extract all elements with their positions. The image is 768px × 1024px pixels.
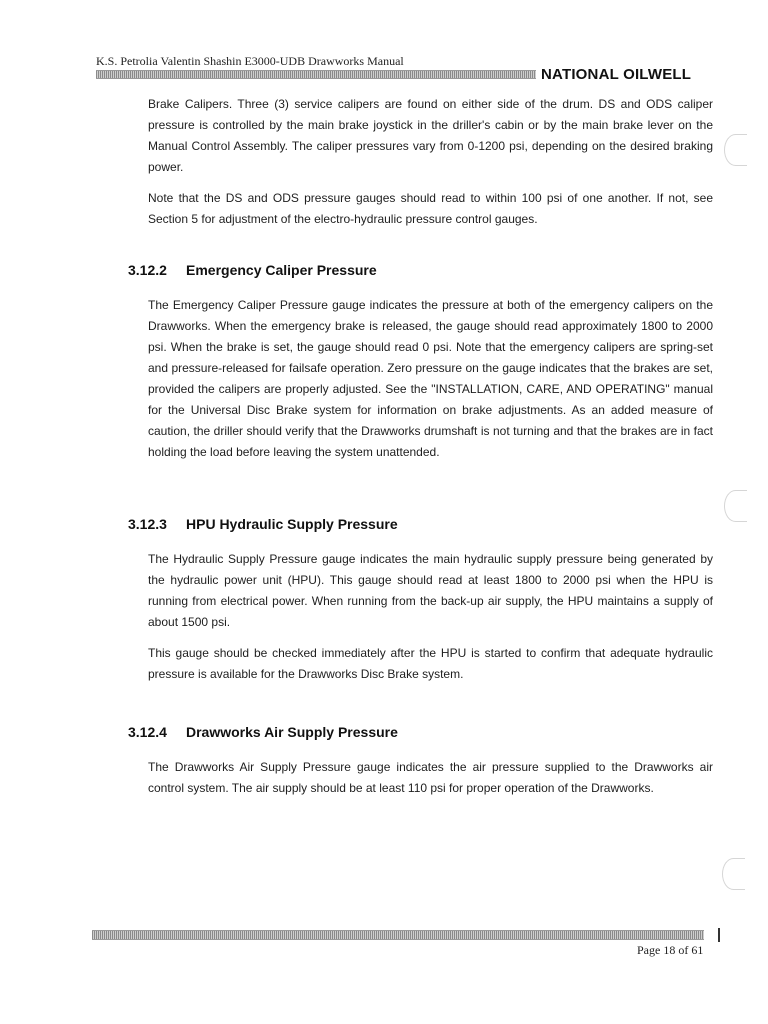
footer-tick-mark	[718, 928, 720, 942]
section-number: 3.12.4	[128, 724, 167, 740]
footer-rule	[92, 930, 704, 940]
brand-name: NATIONAL OILWELL	[541, 66, 692, 83]
intro-paragraph: Brake Calipers. Three (3) service calipers are found on either side of the drum. DS and ODS caliper pressure is controlled by the main brake joystick in the driller's cabin or by the main brake lever on the Manual Control Assembly. The caliper pressures vary from 0-1200 psi, depending on the desired braking power.	[148, 97, 713, 174]
section-heading	[128, 516, 713, 532]
binder-hole-mark	[722, 858, 745, 890]
section-paragraph: The Drawworks Air Supply Pressure gauge indicates the air pressure supplied to the Drawworks air control system. The air supply should be at least 110 psi for proper operation of the Drawworks.	[148, 760, 713, 795]
binder-hole-mark	[724, 134, 747, 166]
section-title: Drawworks Air Supply Pressure	[186, 724, 398, 740]
section-number: 3.12.2	[128, 262, 167, 278]
page-number: Page 18 of 61	[637, 943, 704, 957]
section-title: HPU Hydraulic Supply Pressure	[186, 516, 398, 532]
section-paragraph: The Hydraulic Supply Pressure gauge indicates the main hydraulic supply pressure being generated by the hydraulic power unit (HPU). This gauge should read at least 1800 to 2000 psi when the HPU is running from electrical power. When running from the back-up air supply, the HPU maintains a supply of about 1500 psi.	[148, 552, 713, 629]
intro-content	[148, 94, 713, 230]
section-heading	[128, 724, 713, 740]
section-number: 3.12.3	[128, 516, 167, 532]
section-drawworks-air-supply-pressure	[128, 724, 713, 799]
intro-paragraph: Note that the DS and ODS pressure gauges should read to within 100 psi of one another. If not, see Section 5 for adjustment of the electro-hydraulic pressure control gauges.	[148, 191, 713, 226]
section-body	[148, 295, 713, 463]
section-paragraph: This gauge should be checked immediately after the HPU is started to confirm that adequate hydraulic pressure is available for the Drawworks Disc Brake system.	[148, 646, 713, 681]
header-rule	[96, 70, 536, 79]
section-hpu-hydraulic-supply-pressure	[128, 516, 713, 685]
section-paragraph: The Emergency Caliper Pressure gauge indicates the pressure at both of the emergency calipers on the Drawworks. When the emergency brake is released, the gauge should read approximately 1800 to 2000 psi. When the brake is set, the gauge should read 0 psi. Note that the emergency calipers are spring-set and pressure-released for failsafe operation. Zero pressure on the gauge indicates that the brakes are set, provided the calipers are properly adjusted. See the "INSTALLATION, CARE, AND OPERATING" manual for the Universal Disc Brake system for information on brake adjustments. As an added measure of caution, the driller should verify that the Drawworks drumshaft is not turning and that the brakes are in fact holding the load before leaving the system unattended.	[148, 298, 713, 459]
section-emergency-caliper-pressure	[128, 262, 713, 463]
section-heading	[128, 262, 713, 278]
section-body	[148, 549, 713, 685]
section-body	[148, 757, 713, 799]
document-title: K.S. Petrolia Valentin Shashin E3000-UDB Drawworks Manual	[96, 54, 404, 68]
binder-hole-mark	[724, 490, 747, 522]
section-title: Emergency Caliper Pressure	[186, 262, 377, 278]
